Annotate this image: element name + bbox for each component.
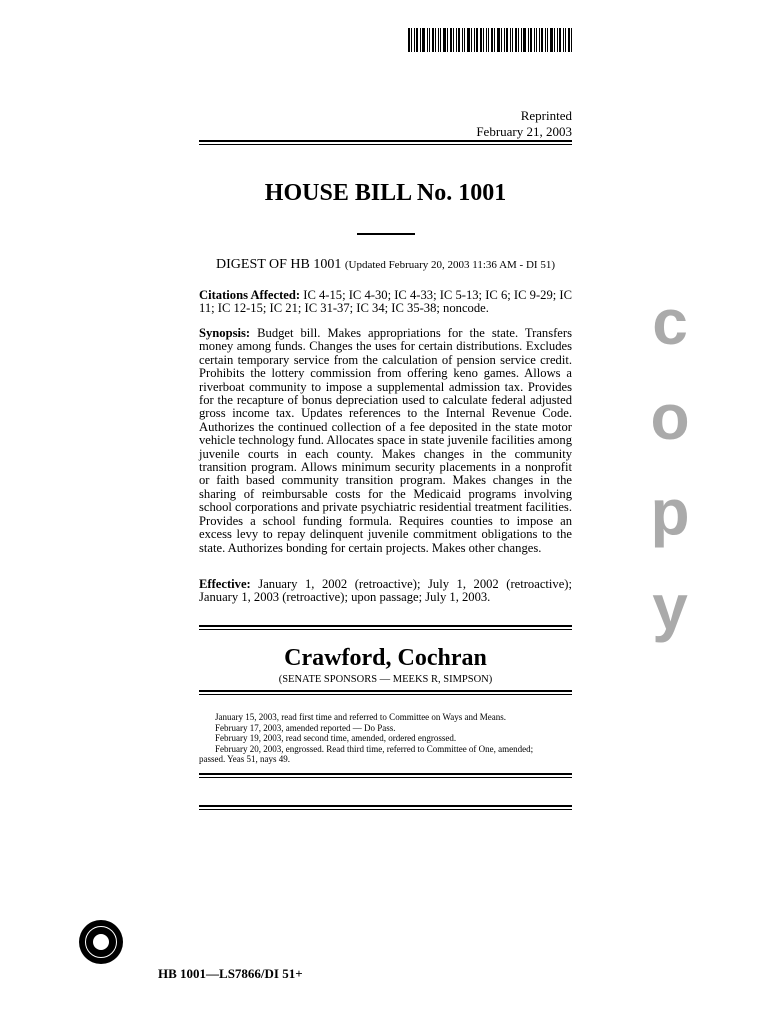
synopsis-label: Synopsis:	[199, 326, 251, 340]
citations-label: Citations Affected:	[199, 288, 301, 302]
footer-bill-id: HB 1001—LS7866/DI 51+	[158, 966, 303, 981]
digest-updated: (Updated February 20, 2003 11:36 AM - DI 51)	[344, 259, 555, 271]
senate-sponsors: (SENATE SPONSORS — MEEKS R, SIMPSON)	[278, 674, 493, 685]
state-seal-icon	[79, 920, 123, 964]
title-underline	[357, 233, 415, 235]
action-item: January 15, 2003, read first time and referred to Committee on Ways and Means.	[215, 712, 507, 722]
divider	[199, 140, 572, 145]
page-title: HOUSE BILL No. 1001	[264, 180, 507, 206]
house-sponsors: Crawford, Cochran	[284, 645, 487, 671]
reprint-info	[476, 108, 572, 140]
synopsis	[199, 327, 572, 555]
reprint-date: February 21, 2003	[476, 124, 572, 139]
divider	[199, 625, 572, 630]
citations-affected	[199, 289, 572, 316]
effective-label: Effective:	[199, 577, 251, 591]
action-item: February 19, 2003, read second time, amended, ordered engrossed.	[215, 733, 457, 743]
legislative-actions	[199, 712, 572, 765]
watermark-letter: o	[650, 381, 690, 453]
watermark-letter: c	[652, 286, 688, 358]
synopsis-text: Budget bill. Makes appropriations for the state. Transfers money among funds. Changes the uses for certain distributions. Excludes certain temporary service from the calculation of pension service credit. Prohibits the lottery commission from offering keno games. Allows a riverboat community to impose a supplemental admission tax. Provides for the recapture of bonus depreciation used to calculate federal adjusted gross income tax. Updates references to the Internal Revenue Code. Authorizes the continued collection of a fee deposited in the state motor vehicle technology fund. Allocates space in state juvenile facilities among juvenile courts in each county. Makes changes in the community transition program. Allows minimum security placements in a nonprofit or faith based community transition program. Makes changes in the sharing of reimbursable costs for the Medicaid programs involving school corporations and private psychiatric residential treatment facilities. Provides a school funding formula. Requires counties to impose an excess levy to repay delinquent juvenile commitment obligations to the state. Authorizes bonding for certain projects. Makes other changes.	[199, 326, 572, 555]
divider	[199, 773, 572, 778]
watermark-letter: y	[652, 571, 688, 643]
action-item: passed. Yeas 51, nays 49.	[199, 754, 290, 764]
watermark-letter: p	[650, 476, 690, 548]
action-item: February 20, 2003, engrossed. Read third time, referred to Committee of One, amended;	[215, 743, 534, 754]
action-item: February 17, 2003, amended reported — Do Pass.	[215, 722, 396, 733]
citations-text: IC 4-15; IC 4-30; IC 4-33; IC 5-13; IC 6; IC 9-29; IC 11; IC 12-15; IC 21; IC 31-37; IC 34; IC 35-38; noncode.	[199, 288, 572, 316]
divider	[199, 690, 572, 695]
divider	[199, 805, 572, 810]
reprinted-label: Reprinted	[520, 108, 572, 123]
effective	[199, 578, 572, 605]
digest-heading	[199, 257, 572, 273]
digest-label: DIGEST OF HB 1001	[216, 257, 342, 272]
barcode	[408, 28, 588, 52]
effective-text: January 1, 2002 (retroactive); July 1, 2002 (retroactive); January 1, 2003 (retroactive); upon passage; July 1, 2003.	[199, 577, 572, 605]
